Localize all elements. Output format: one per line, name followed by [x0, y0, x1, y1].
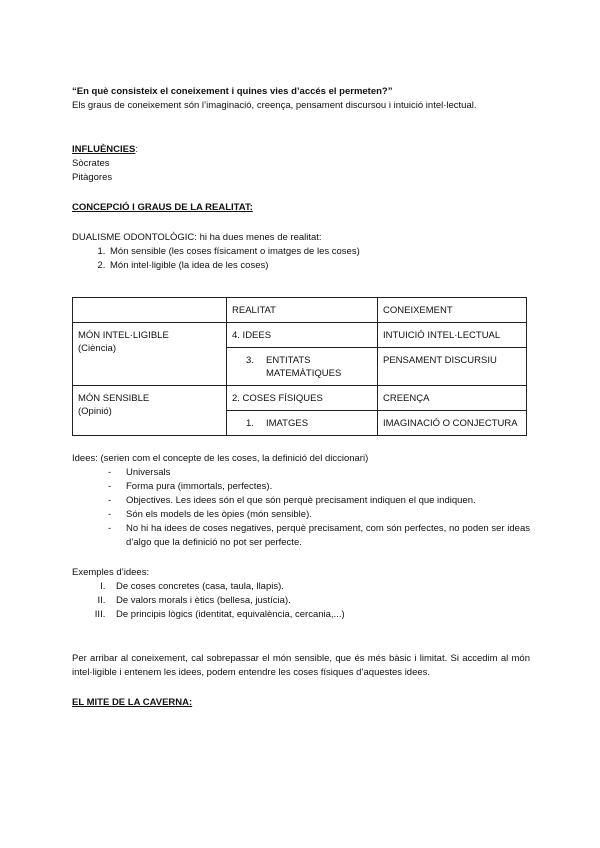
intelligible-world-cell: [73, 323, 227, 386]
list-item: - Són els models de les òpies (món sensible).: [108, 508, 530, 522]
dualism-line: DUALISME ODONTOLÒGIC: hi ha dues menes de realitat:: [72, 232, 322, 243]
list-item: II. De valors morals i ètics (bellesa, justícia).: [108, 594, 530, 608]
list-item: 1. Món sensible (les coses físicament o imatges de les coses): [108, 245, 530, 259]
question-heading: “En què consisteix el coneixement i quines vies d’accés el permeten?”: [72, 86, 393, 97]
math-entities-text: ENTITATS MATEMÀTIQUES: [266, 355, 342, 379]
influence-item: Pitàgores: [72, 172, 113, 183]
intelligible-label: MÓN INTEL·LIGIBLE: [78, 330, 169, 341]
reality-table: [72, 297, 527, 436]
conception-heading: CONCEPCIÓ I GRAUS DE LA REALITAT:: [72, 202, 253, 213]
ideas-intro: Idees: (serien com el concepte de les coses, la definició del diccionari): [72, 453, 369, 464]
list-item: - Objectives. Les idees són el que són perquè precisament indiquen el que indiquen.: [108, 494, 530, 508]
intellectual-intuition-cell: INTUICIÓ INTEL·LECTUAL: [378, 323, 527, 348]
influences-heading-line: [72, 143, 530, 157]
math-entities-cell: [227, 348, 378, 386]
images-text: IMATGES: [266, 418, 309, 429]
imagination-cell: IMAGINACIÓ O CONJECTURA: [378, 411, 527, 436]
list-item: - Universals: [108, 466, 530, 480]
table-header-coneixement: CONEIXEMENT: [378, 298, 527, 323]
influences-heading: INFLUÈNCIES: [72, 144, 136, 155]
list-item: - Forma pura (immortals, perfectes).: [108, 480, 530, 494]
intelligible-sub: (Ciència): [78, 343, 117, 354]
table-header-realitat: REALITAT: [227, 298, 378, 323]
table-row: [73, 386, 527, 411]
examples-list: [72, 580, 530, 622]
math-entities-num: 3.: [246, 355, 254, 366]
influence-item: Sòcrates: [72, 158, 110, 169]
sensible-sub: (Opinió): [78, 406, 112, 417]
images-num: 1.: [246, 418, 254, 429]
document-page: [72, 85, 530, 710]
intro-paragraph: Els graus de coneixement són l’imaginació, creença, pensament discursou i intuició intel·lectual.: [72, 100, 477, 111]
ideas-cell: 4. IDEES: [227, 323, 378, 348]
table-header-row: [73, 298, 527, 323]
conclusion-paragraph: Per arribar al coneixement, cal sobrepassar el món sensible, que és més bàsic i limitat. Si accedim al món intel·ligible i entenem les idees, podem entendre les coses físiques d’aquestes idees.: [72, 653, 530, 678]
myth-heading: EL MITE DE LA CAVERNA:: [72, 697, 193, 708]
table-header-empty: [73, 298, 227, 323]
influences-colon: :: [135, 144, 138, 155]
physical-things-cell: 2. COSES FÍSIQUES: [227, 386, 378, 411]
table-row: [73, 323, 527, 348]
ideas-list: [72, 466, 530, 550]
list-item: 2. Món intel·ligible (la idea de les coses): [108, 259, 530, 273]
sensible-world-cell: [73, 386, 227, 436]
discursive-thought-cell: PENSAMENT DISCURSIU: [378, 348, 527, 386]
images-cell: [227, 411, 378, 436]
examples-heading: Exemples d’idees:: [72, 567, 150, 578]
belief-cell: CREENÇA: [378, 386, 527, 411]
worlds-list: [72, 245, 530, 273]
sensible-label: MÓN SENSIBLE: [78, 393, 150, 404]
list-item: - No hi ha idees de coses negatives, perquè precisament, com són perfectes, no poden ser ideas d’algo que la definició no pot ser perfecte.: [108, 522, 530, 550]
list-item: I. De coses concretes (casa, taula, llapis).: [108, 580, 530, 594]
list-item: III. De principis lògics (identitat, equivalència, cercania,...): [108, 608, 530, 622]
